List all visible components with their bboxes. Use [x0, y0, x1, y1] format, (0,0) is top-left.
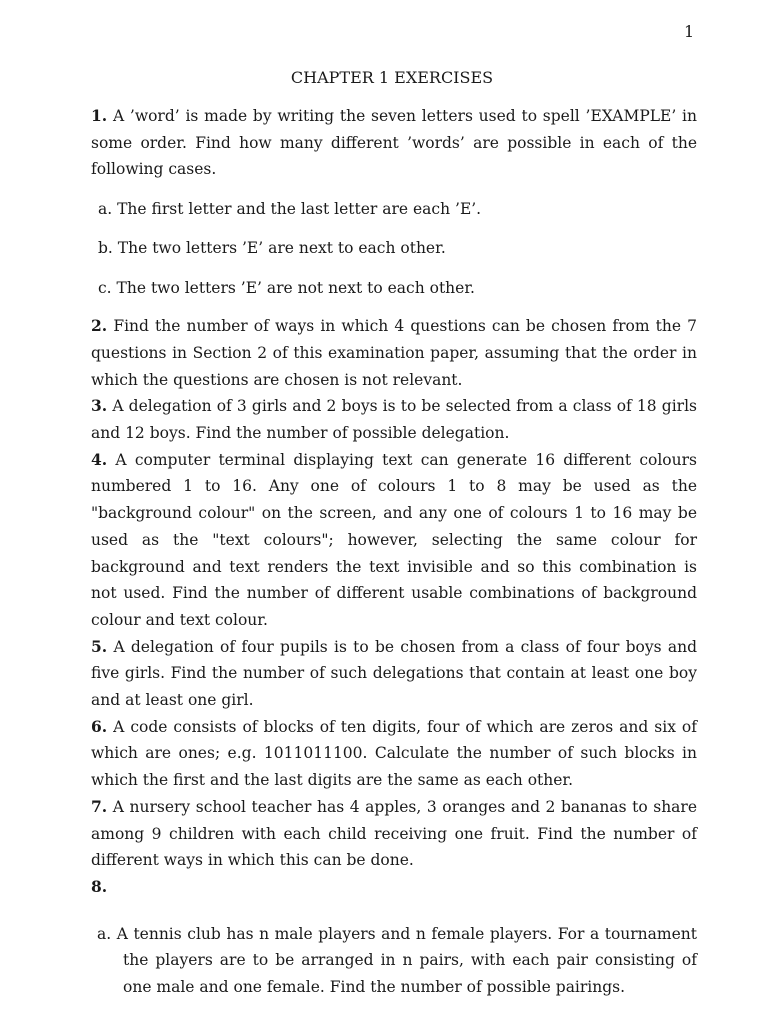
problem-3	[91, 393, 697, 446]
problem-text: A computer terminal displaying text can generate 16 different colours numbered 1 to 16. Any one of colours 1 to 8 may be used as the "background colour" on the screen, and any one of colours 1 to 16 may be used as the "text colours"; however, selecting the same colour for background and text renders the text invisible and so this combination is not used. Find the number of different usable combinations of background colour and text colour.	[91, 450, 697, 629]
problem-1	[91, 103, 697, 183]
problem-text: A ’word’ is made by writing the seven letters used to spell ’EXAMPLE’ in some order. Find how many different ’words’ are possible in each of the following cases.	[91, 107, 697, 179]
problem-number: 8.	[91, 876, 108, 896]
problem-text: A delegation of four pupils is to be chosen from a class of four boys and five girls. Find the number of such delegations that contain at least one boy and at least one girl.	[91, 637, 697, 710]
exercise-list	[91, 103, 697, 1013]
chapter-title: CHAPTER 1 EXERCISES	[290, 68, 494, 87]
problem-part: c. The two letters ’E’ are not next to each other.	[98, 278, 475, 297]
problem-6	[91, 714, 697, 794]
problem-8	[91, 874, 697, 901]
problem-1-parts	[91, 196, 697, 301]
problem-number: 3.	[91, 396, 108, 416]
problem-text: A delegation of 3 girls and 2 boys is to be selected from a class of 18 girls and 12 boys. Find the number of possible delegation.	[91, 397, 697, 443]
problem-8-parts	[91, 921, 697, 1001]
problem-2	[91, 313, 697, 393]
problem-number: 7.	[91, 796, 108, 816]
problem-part: b. The two letters ’E’ are next to each other.	[98, 239, 446, 258]
problem-5	[91, 634, 697, 714]
problem-number: 6.	[91, 716, 108, 736]
problem-part: a. A tennis club has n male players and n female players. For a tournament the players are to be arranged in n pairs, with each pair consisting of one male and one female. Find the number of possible pairings.	[97, 924, 697, 997]
page-number: 1	[684, 22, 695, 41]
problem-number: 4.	[91, 449, 108, 469]
problem-number: 2.	[91, 316, 108, 336]
problem-4	[91, 447, 697, 634]
problem-number: 5.	[91, 636, 108, 656]
problem-7	[91, 794, 697, 874]
problem-number: 1.	[91, 106, 108, 125]
problem-text: Find the number of ways in which 4 questions can be chosen from the 7 questions in Section 2 of this examination paper, assuming that the order in which the questions are chosen is not relevant.	[91, 317, 697, 389]
problem-part: a. The first letter and the last letter are each ’E’.	[98, 200, 482, 219]
problem-text: A code consists of blocks of ten digits, four of which are zeros and six of which are ones; e.g. 1011011100. Calculate the number of such blocks in which the first and the last digits are the same as each other.	[91, 717, 697, 790]
problem-text: A nursery school teacher has 4 apples, 3 oranges and 2 bananas to share among 9 children with each child receiving one fruit. Find the number of different ways in which this can be done.	[91, 797, 697, 870]
